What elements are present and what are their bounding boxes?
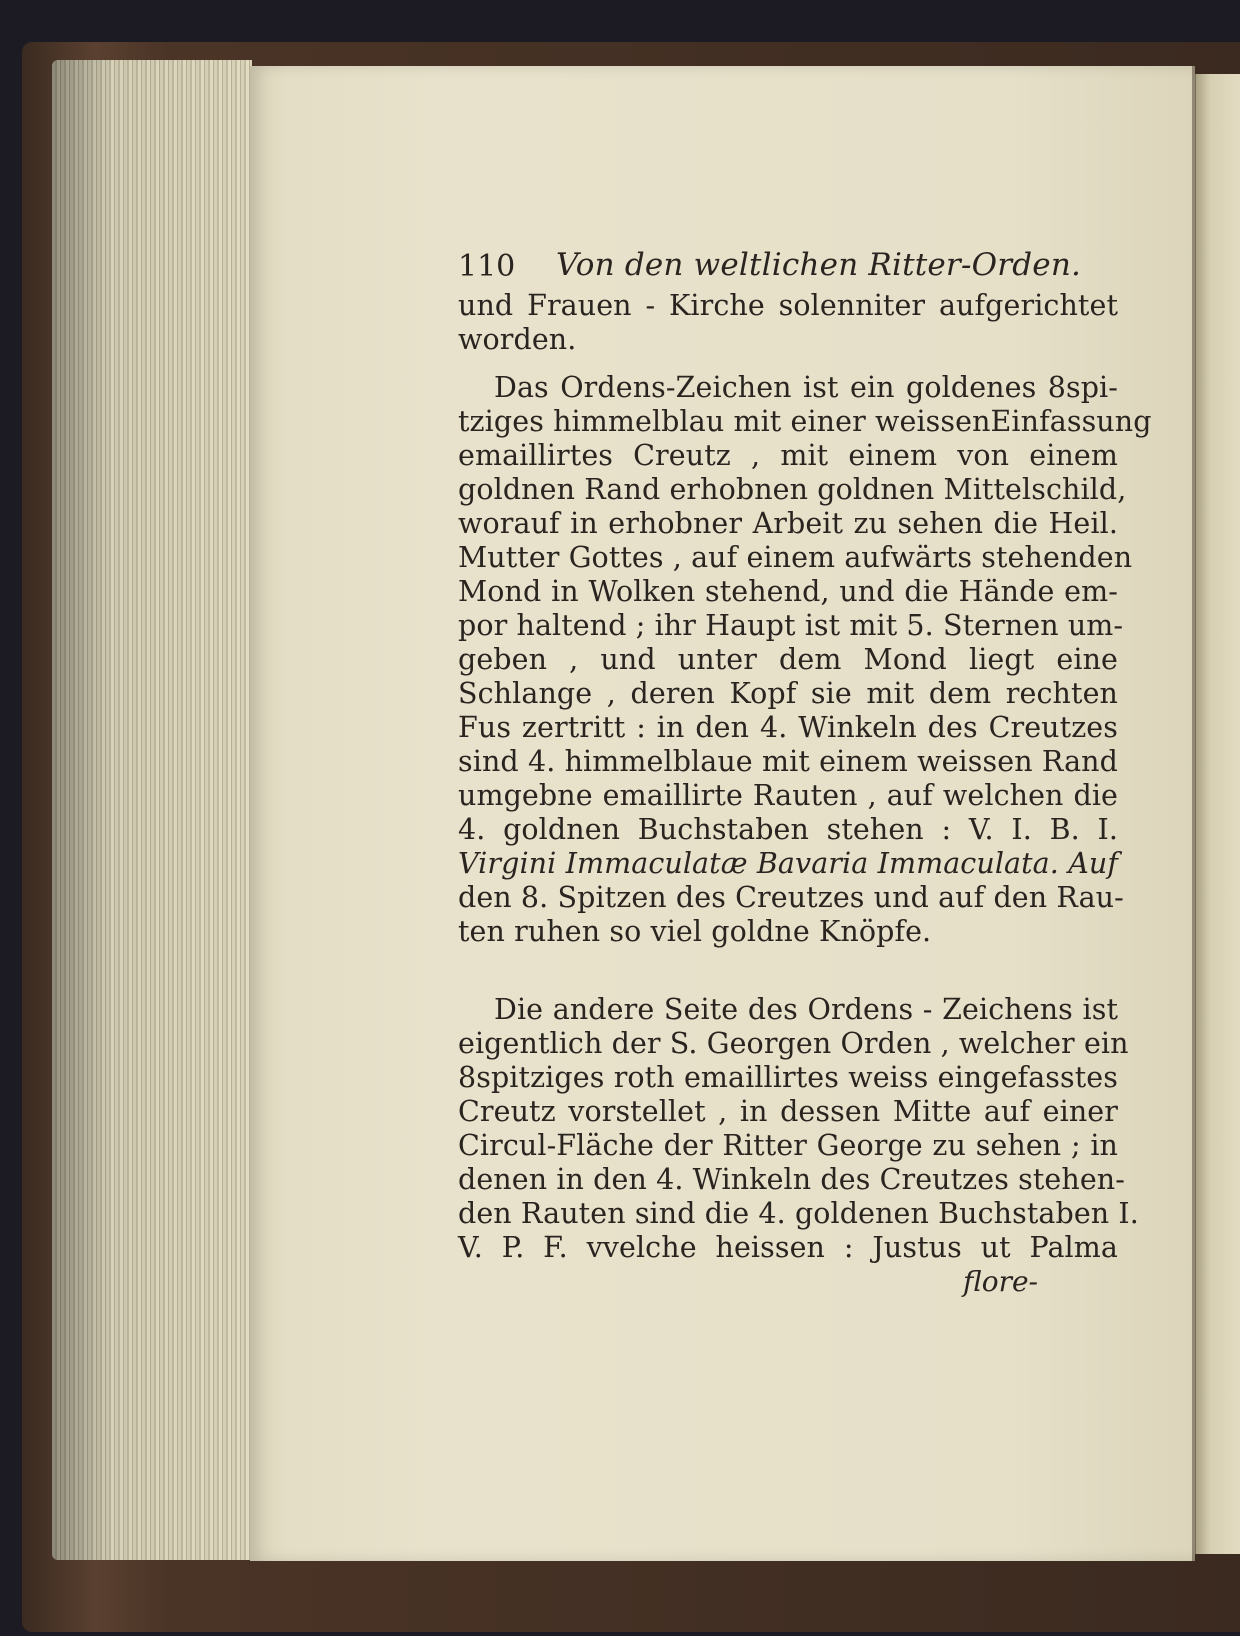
text-line: Fus zertritt : in den 4. Winkeln des Creutzes bbox=[458, 711, 1118, 744]
page-number: 110 bbox=[458, 249, 516, 284]
text-line: umgebne emaillirte Rauten , auf welchen die bbox=[458, 779, 1118, 812]
text-line: tziges himmelblau mit einer weissenEinfassung bbox=[458, 405, 1152, 438]
facing-page-edge bbox=[1195, 74, 1240, 1554]
text-line: denen in den 4. Winkeln des Creutzes stehen- bbox=[458, 1163, 1125, 1196]
text-line: geben , und unter dem Mond liegt eine bbox=[458, 643, 1118, 676]
text-block bbox=[458, 243, 1152, 1299]
text-line: goldnen Rand erhobnen goldnen Mittelschild, bbox=[458, 473, 1127, 506]
text-line: V. P. F. vvelche heissen : Justus ut Palma bbox=[458, 1231, 1118, 1264]
gutter bbox=[1192, 66, 1196, 1561]
paragraph-3 bbox=[458, 993, 1139, 1265]
text-line: Schlange , deren Kopf sie mit dem rechten bbox=[458, 677, 1118, 710]
text-line: 8spitziges roth emaillirtes weiss eingefasstes bbox=[458, 1061, 1118, 1094]
paragraph-1 bbox=[458, 289, 1118, 357]
text-line: eigentlich der S. Georgen Orden , welcher ein bbox=[458, 1027, 1129, 1060]
text-line: Das Ordens-Zeichen ist ein goldenes 8spi- bbox=[494, 371, 1118, 404]
text-line: Virgini Immaculatæ Bavaria Immaculata. Auf bbox=[458, 847, 1118, 880]
text-line: por haltend ; ihr Haupt ist mit 5. Sternen um- bbox=[458, 609, 1124, 642]
text-line: Mond in Wolken stehend, und die Hände em- bbox=[458, 575, 1118, 608]
text-line: 4. goldnen Buchstaben stehen : V. I. B. I. bbox=[458, 813, 1118, 846]
running-title: Von den weltlichen Ritter-Orden. bbox=[556, 247, 1082, 283]
text-line: emaillirtes Creutz , mit einem von einem bbox=[458, 439, 1118, 472]
text-line: Die andere Seite des Ordens - Zeichens ist bbox=[494, 993, 1118, 1026]
text-line: Circul-Fläche der Ritter George zu sehen ; in bbox=[458, 1129, 1118, 1162]
text-line: Mutter Gottes , auf einem aufwärts stehenden bbox=[458, 541, 1133, 574]
paragraph-2 bbox=[458, 371, 1152, 949]
text-line: und Frauen - Kirche solenniter aufgerichtet bbox=[458, 289, 1118, 322]
text-line: sind 4. himmelblaue mit einem weissen Rand bbox=[458, 745, 1118, 778]
catchword: flore- bbox=[963, 1265, 1038, 1298]
running-head bbox=[458, 243, 1118, 289]
text-line: den Rauten sind die 4. goldenen Buchstaben I. bbox=[458, 1197, 1139, 1230]
text-line: worauf in erhobner Arbeit zu sehen die Heil. bbox=[458, 507, 1118, 540]
text-line: worden. bbox=[458, 323, 577, 356]
text-line: Creutz vorstellet , in dessen Mitte auf einer bbox=[458, 1095, 1118, 1128]
text-line: den 8. Spitzen des Creutzes und auf den Rau- bbox=[458, 881, 1124, 914]
text-line: ten ruhen so viel goldne Knöpfe. bbox=[458, 915, 932, 948]
page-edges-shadow bbox=[52, 60, 252, 1560]
